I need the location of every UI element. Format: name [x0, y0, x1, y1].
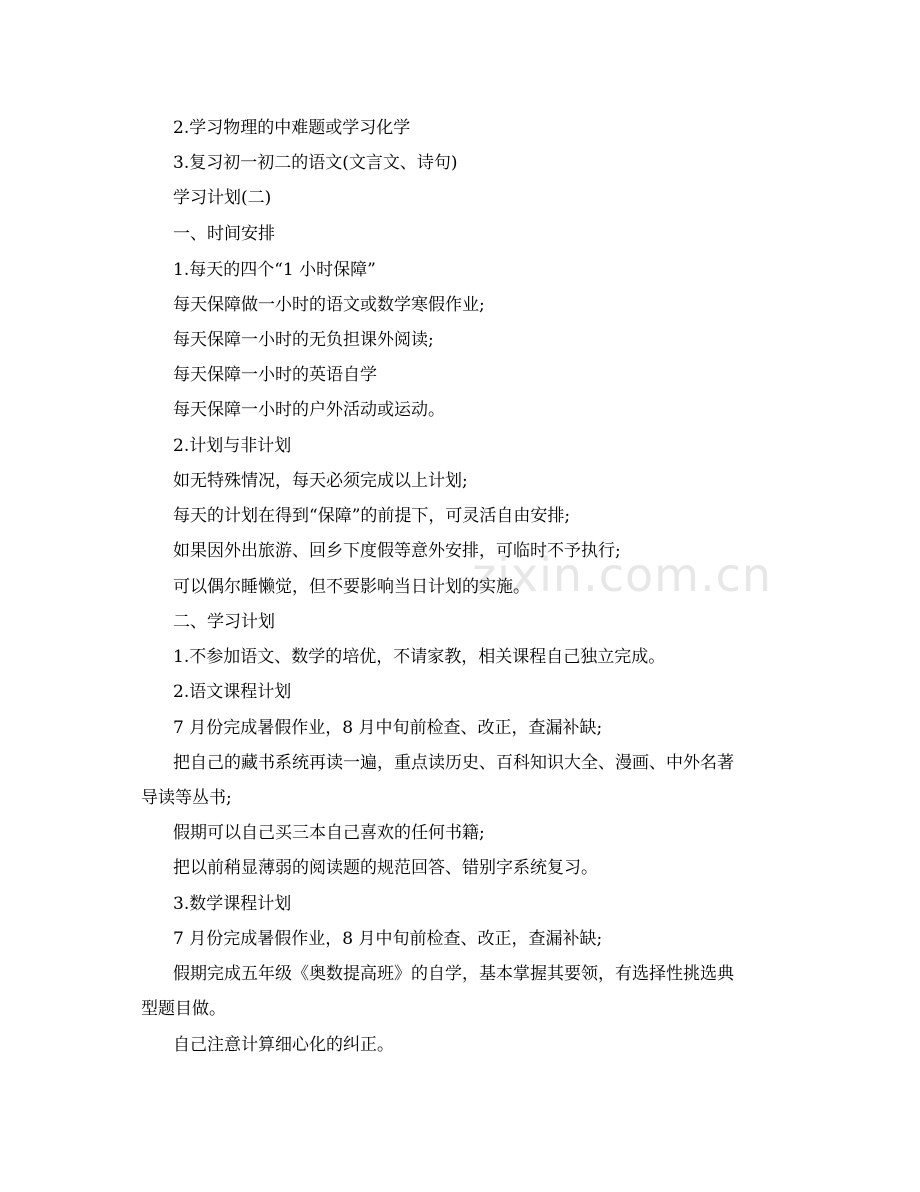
watermark: zixin.com.cn	[472, 548, 773, 602]
text-line: 每天保障做一小时的语文或数学寒假作业;	[173, 295, 485, 315]
text-line: 1.每天的四个“1 小时保障”	[173, 260, 376, 280]
text-line: 可以偶尔睡懒觉，但不要影响当日计划的实施。	[173, 577, 530, 597]
section-heading: 一、时间安排	[173, 224, 275, 244]
text-line: 如无特殊情况，每天必须完成以上计划;	[173, 471, 468, 491]
text-line: 3.数学课程计划	[173, 894, 292, 914]
text-line: 导读等丛书;	[141, 788, 232, 808]
section-heading: 二、学习计划	[173, 612, 275, 632]
text-line: 2.语文课程计划	[173, 682, 292, 702]
text-line: 每天保障一小时的英语自学	[173, 365, 377, 385]
text-line: 3.复习初一初二的语文(文言文、诗句)	[173, 153, 458, 173]
text-line: 7 月份完成暑假作业，8 月中旬前检查、改正，查漏补缺;	[173, 718, 603, 738]
text-line: 假期完成五年级《奥数提高班》的自学，基本掌握其要领，有选择性挑选典	[173, 964, 734, 984]
text-line: 每天保障一小时的无负担课外阅读;	[173, 330, 434, 350]
section-heading: 学习计划(二)	[173, 188, 272, 208]
text-line: 每天的计划在得到“保障”的前提下，可灵活自由安排;	[173, 506, 571, 526]
text-line: 2.计划与非计划	[173, 436, 292, 456]
text-line: 型题目做。	[141, 999, 226, 1019]
text-line: 把以前稍显薄弱的阅读题的规范回答、错别字系统复习。	[173, 858, 598, 878]
text-line: 自己注意计算细心化的纠正。	[173, 1035, 394, 1055]
text-line: 如果因外出旅游、回乡下度假等意外安排，可临时不予执行;	[173, 541, 621, 561]
text-line: 7 月份完成暑假作业，8 月中旬前检查、改正，查漏补缺;	[173, 929, 603, 949]
text-line: 假期可以自己买三本自己喜欢的任何书籍;	[173, 823, 485, 843]
text-line: 把自己的藏书系统再读一遍，重点读历史、百科知识大全、漫画、中外名著	[173, 753, 734, 773]
text-line: 2.学习物理的中难题或学习化学	[173, 118, 411, 138]
text-line: 每天保障一小时的户外活动或运动。	[173, 400, 445, 420]
text-line: 1.不参加语文、数学的培优，不请家教，相关课程自己独立完成。	[173, 647, 666, 667]
